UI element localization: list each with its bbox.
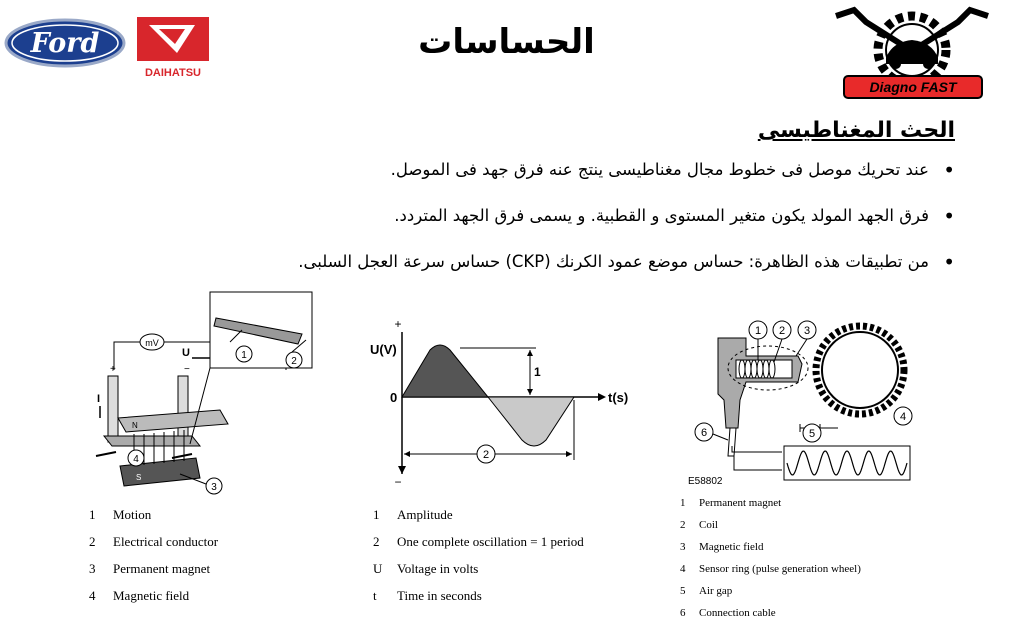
u-label: U xyxy=(182,347,190,359)
daihatsu-logo-text: DAIHATSU xyxy=(144,67,202,79)
x-axis-label: t(s) xyxy=(608,390,629,405)
s-label: S xyxy=(136,473,142,482)
n-label: N xyxy=(132,421,138,430)
bullet-item: • من تطبيقات هذه الظاهرة: حساس موضع عمود الكرنك (CKP) حساس سرعة العجل السلبى. xyxy=(195,252,955,298)
callout-3: 3 xyxy=(803,325,811,337)
i-label: I xyxy=(97,393,101,405)
callout-1: 1 xyxy=(241,350,247,361)
callout-6: 6 xyxy=(700,427,708,439)
section-subtitle: الحث المغناطيسى xyxy=(757,118,955,143)
figure-ckp-sensor xyxy=(688,316,920,492)
y-axis-label: U(V) xyxy=(370,342,397,357)
minus-sign: − xyxy=(184,364,190,375)
bullet-item: • فرق الجهد المولد يكون متغير المستوى و القطبية. و يسمى فرق الجهد المتردد. xyxy=(195,206,955,252)
callout-5: 5 xyxy=(808,428,816,440)
figure-induction-diagram xyxy=(80,290,320,498)
callout-3: 3 xyxy=(211,482,217,493)
ford-logo-text: Ford xyxy=(30,28,100,59)
plus-sign: + xyxy=(110,364,116,375)
figure-code: E58802 xyxy=(688,476,723,487)
zero-label: 0 xyxy=(390,390,398,405)
mv-label: mV xyxy=(145,338,159,348)
figure-sine-wave xyxy=(362,314,632,490)
callout-1: 1 xyxy=(754,325,762,337)
callout-2: 2 xyxy=(778,325,786,337)
amplitude-label: 1 xyxy=(534,365,541,379)
bullet-list xyxy=(195,160,955,298)
axis-plus: + xyxy=(394,317,402,331)
page-title: الحساسات xyxy=(418,22,595,62)
bullet-item: • عند تحريك موصل فى خطوط مجال مغناطيسى ينتج عنه فرق جهد فى الموصل. xyxy=(195,160,955,206)
figure1-legend: 1 Motion 2 Electrical conductor 3 Permanent magnet 4 Magnetic field xyxy=(89,507,219,603)
period-label: 2 xyxy=(482,449,490,461)
figure2-legend: 1 Amplitude 2 One complete oscillation = 1 period U Voltage in volts t Time in seconds xyxy=(373,507,584,603)
callout-4: 4 xyxy=(899,411,907,423)
axis-minus: − xyxy=(394,475,402,489)
diagno-fast-logo-text: Diagno FAST xyxy=(869,79,957,95)
figure3-legend: 1 Permanent magnet 2 Coil 3 Magnetic field 4 Sensor ring (pulse generation wheel) 5 Air gap 6 Connection cable xyxy=(680,497,861,619)
callout-4: 4 xyxy=(133,454,139,465)
callout-2: 2 xyxy=(291,356,297,367)
